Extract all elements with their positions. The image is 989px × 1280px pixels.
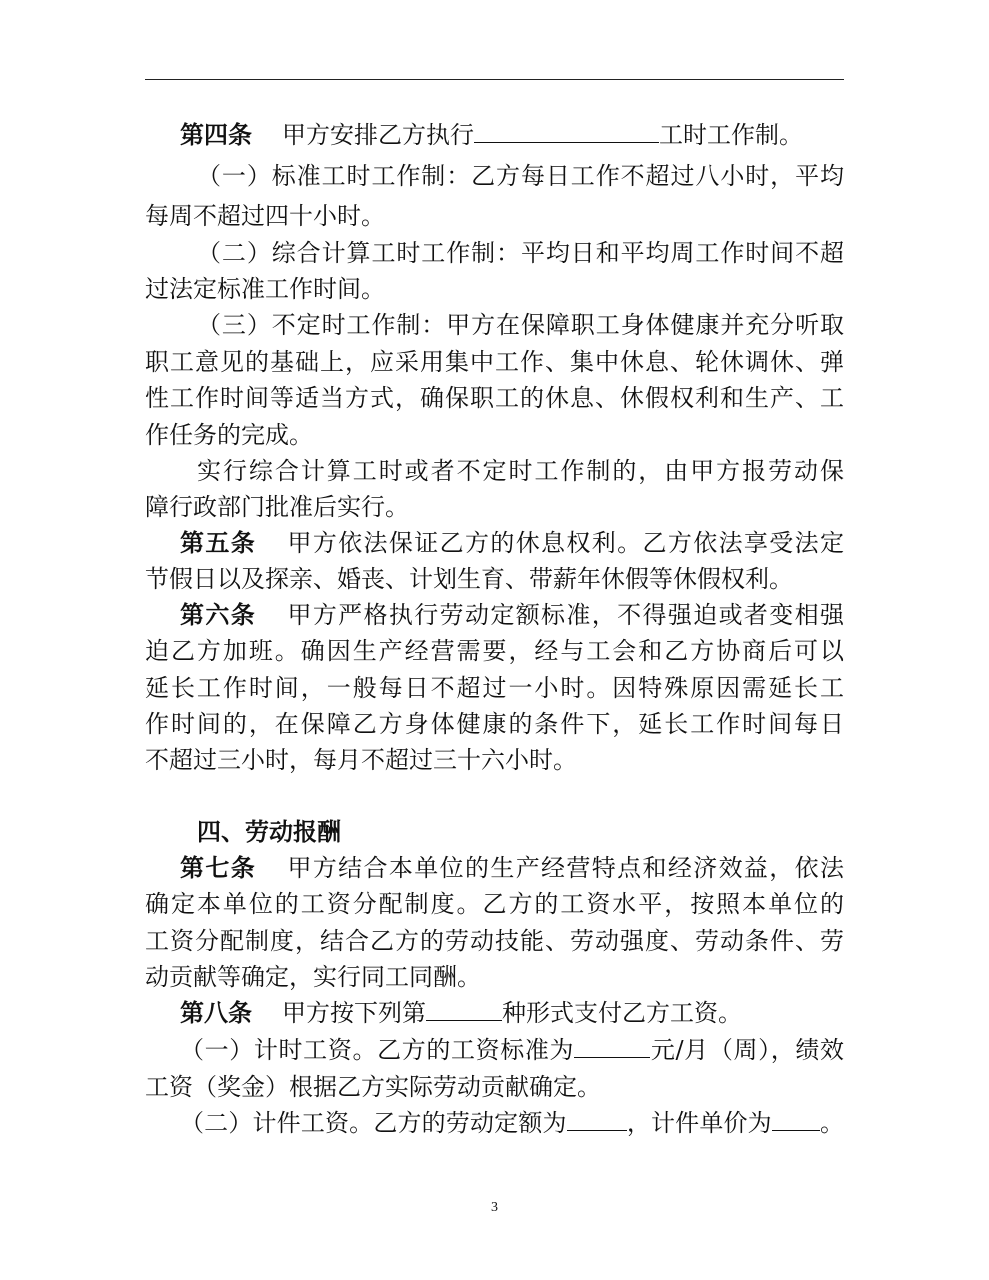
- article-5-title: 第五条: [180, 529, 257, 557]
- payment-form-blank[interactable]: [426, 996, 502, 1021]
- article-8-p2-line-1: [180, 1104, 844, 1142]
- article-6-line-5: 不超过三小时，每月不超过三十六小时。: [145, 746, 577, 774]
- article-4-text-a: 甲方安排乙方执行: [282, 121, 474, 149]
- article-5-line-2: 节假日以及探亲、婚丧、计划生育、带薪年休假等休假权利。: [145, 565, 793, 593]
- article-4-text-b: 工时工作制。: [659, 121, 803, 149]
- article-8-p1-line-1: [180, 1031, 844, 1069]
- page-number: 3: [491, 1200, 498, 1215]
- article-4-p2-line-2: 过法定标准工作时间。: [145, 275, 385, 303]
- article-4-title: 第四条: [180, 121, 252, 149]
- article-8-p1-text-a: （一）计时工资。乙方的工资标准为: [180, 1036, 575, 1064]
- article-4-line-1: [180, 116, 844, 154]
- article-4-p1-line-1: （一）标准工时工作制：乙方每日工作不超过八小时，平均: [197, 162, 844, 190]
- piece-rate-blank[interactable]: [772, 1106, 820, 1131]
- article-4-p1-line-2: 每周不超过四十小时。: [145, 202, 385, 230]
- article-7-line-4: 动贡献等确定，实行同工同酬。: [145, 963, 481, 991]
- article-7-line-1: [180, 849, 844, 887]
- article-6-line-3: 延长工作时间，一般每日不超过一小时。因特殊原因需延长工: [145, 674, 844, 702]
- article-6-text: 甲方严格执行劳动定额标准，不得强迫或者变相强: [286, 601, 845, 629]
- article-4-p3-line-3: 性工作时间等适当方式，确保职工的休息、休假权利和生产、工: [145, 384, 844, 412]
- article-4-p3-line-1: （三）不定时工作制：甲方在保障职工身体健康并充分听取: [197, 311, 844, 339]
- article-7-title: 第七条: [180, 854, 257, 882]
- article-6-title: 第六条: [180, 601, 257, 629]
- article-4-p4-line-1: 实行综合计算工时或者不定时工作制的，由甲方报劳动保: [197, 457, 844, 485]
- article-4-p3-line-4: 作任务的完成。: [145, 421, 313, 449]
- section-heading-remuneration: 四、劳动报酬: [197, 818, 341, 846]
- article-8-text-a: 甲方按下列第: [282, 999, 426, 1027]
- article-7-line-2: 确定本单位的工资分配制度。乙方的工资水平，按照本单位的: [145, 890, 844, 918]
- working-hours-blank[interactable]: [474, 118, 659, 143]
- article-8-text-b: 种形式支付乙方工资。: [502, 999, 742, 1027]
- article-5-text: 甲方依法保证乙方的休息权利。乙方依法享受法定: [286, 529, 845, 557]
- article-8-line-1: [180, 994, 844, 1032]
- article-8-p2-text-b: ，计件单价为: [626, 1109, 772, 1137]
- article-4-p2-line-1: （二）综合计算工时工作制：平均日和平均周工作时间不超: [197, 239, 844, 267]
- header-rule: [145, 79, 844, 80]
- article-4-p3-line-2: 职工意见的基础上，应采用集中工作、集中休息、轮休调休、弹: [145, 348, 844, 376]
- article-6-line-2: 迫乙方加班。确因生产经营需要，经与工会和乙方协商后可以: [145, 637, 844, 665]
- article-8-p1-line-2: 工资（奖金）根据乙方实际劳动贡献确定。: [145, 1073, 601, 1101]
- article-8-title: 第八条: [180, 999, 252, 1027]
- labor-quota-blank[interactable]: [567, 1106, 627, 1131]
- article-6-line-4: 作时间的，在保障乙方身体健康的条件下，延长工作时间每日: [145, 710, 844, 738]
- article-6-line-1: [180, 596, 844, 634]
- article-8-p1-text-b: 元/月（周），绩效: [650, 1036, 844, 1064]
- article-8-p2-text-c: 。: [819, 1109, 845, 1137]
- wage-standard-blank[interactable]: [574, 1033, 650, 1058]
- article-5-line-1: [180, 524, 844, 562]
- article-4-p4-line-2: 障行政部门批准后实行。: [145, 493, 409, 521]
- article-7-text: 甲方结合本单位的生产经营特点和经济效益，依法: [286, 854, 845, 882]
- article-7-line-3: 工资分配制度，结合乙方的劳动技能、劳动强度、劳动条件、劳: [145, 927, 844, 955]
- article-8-p2-text-a: （二）计件工资。乙方的劳动定额为: [180, 1109, 567, 1137]
